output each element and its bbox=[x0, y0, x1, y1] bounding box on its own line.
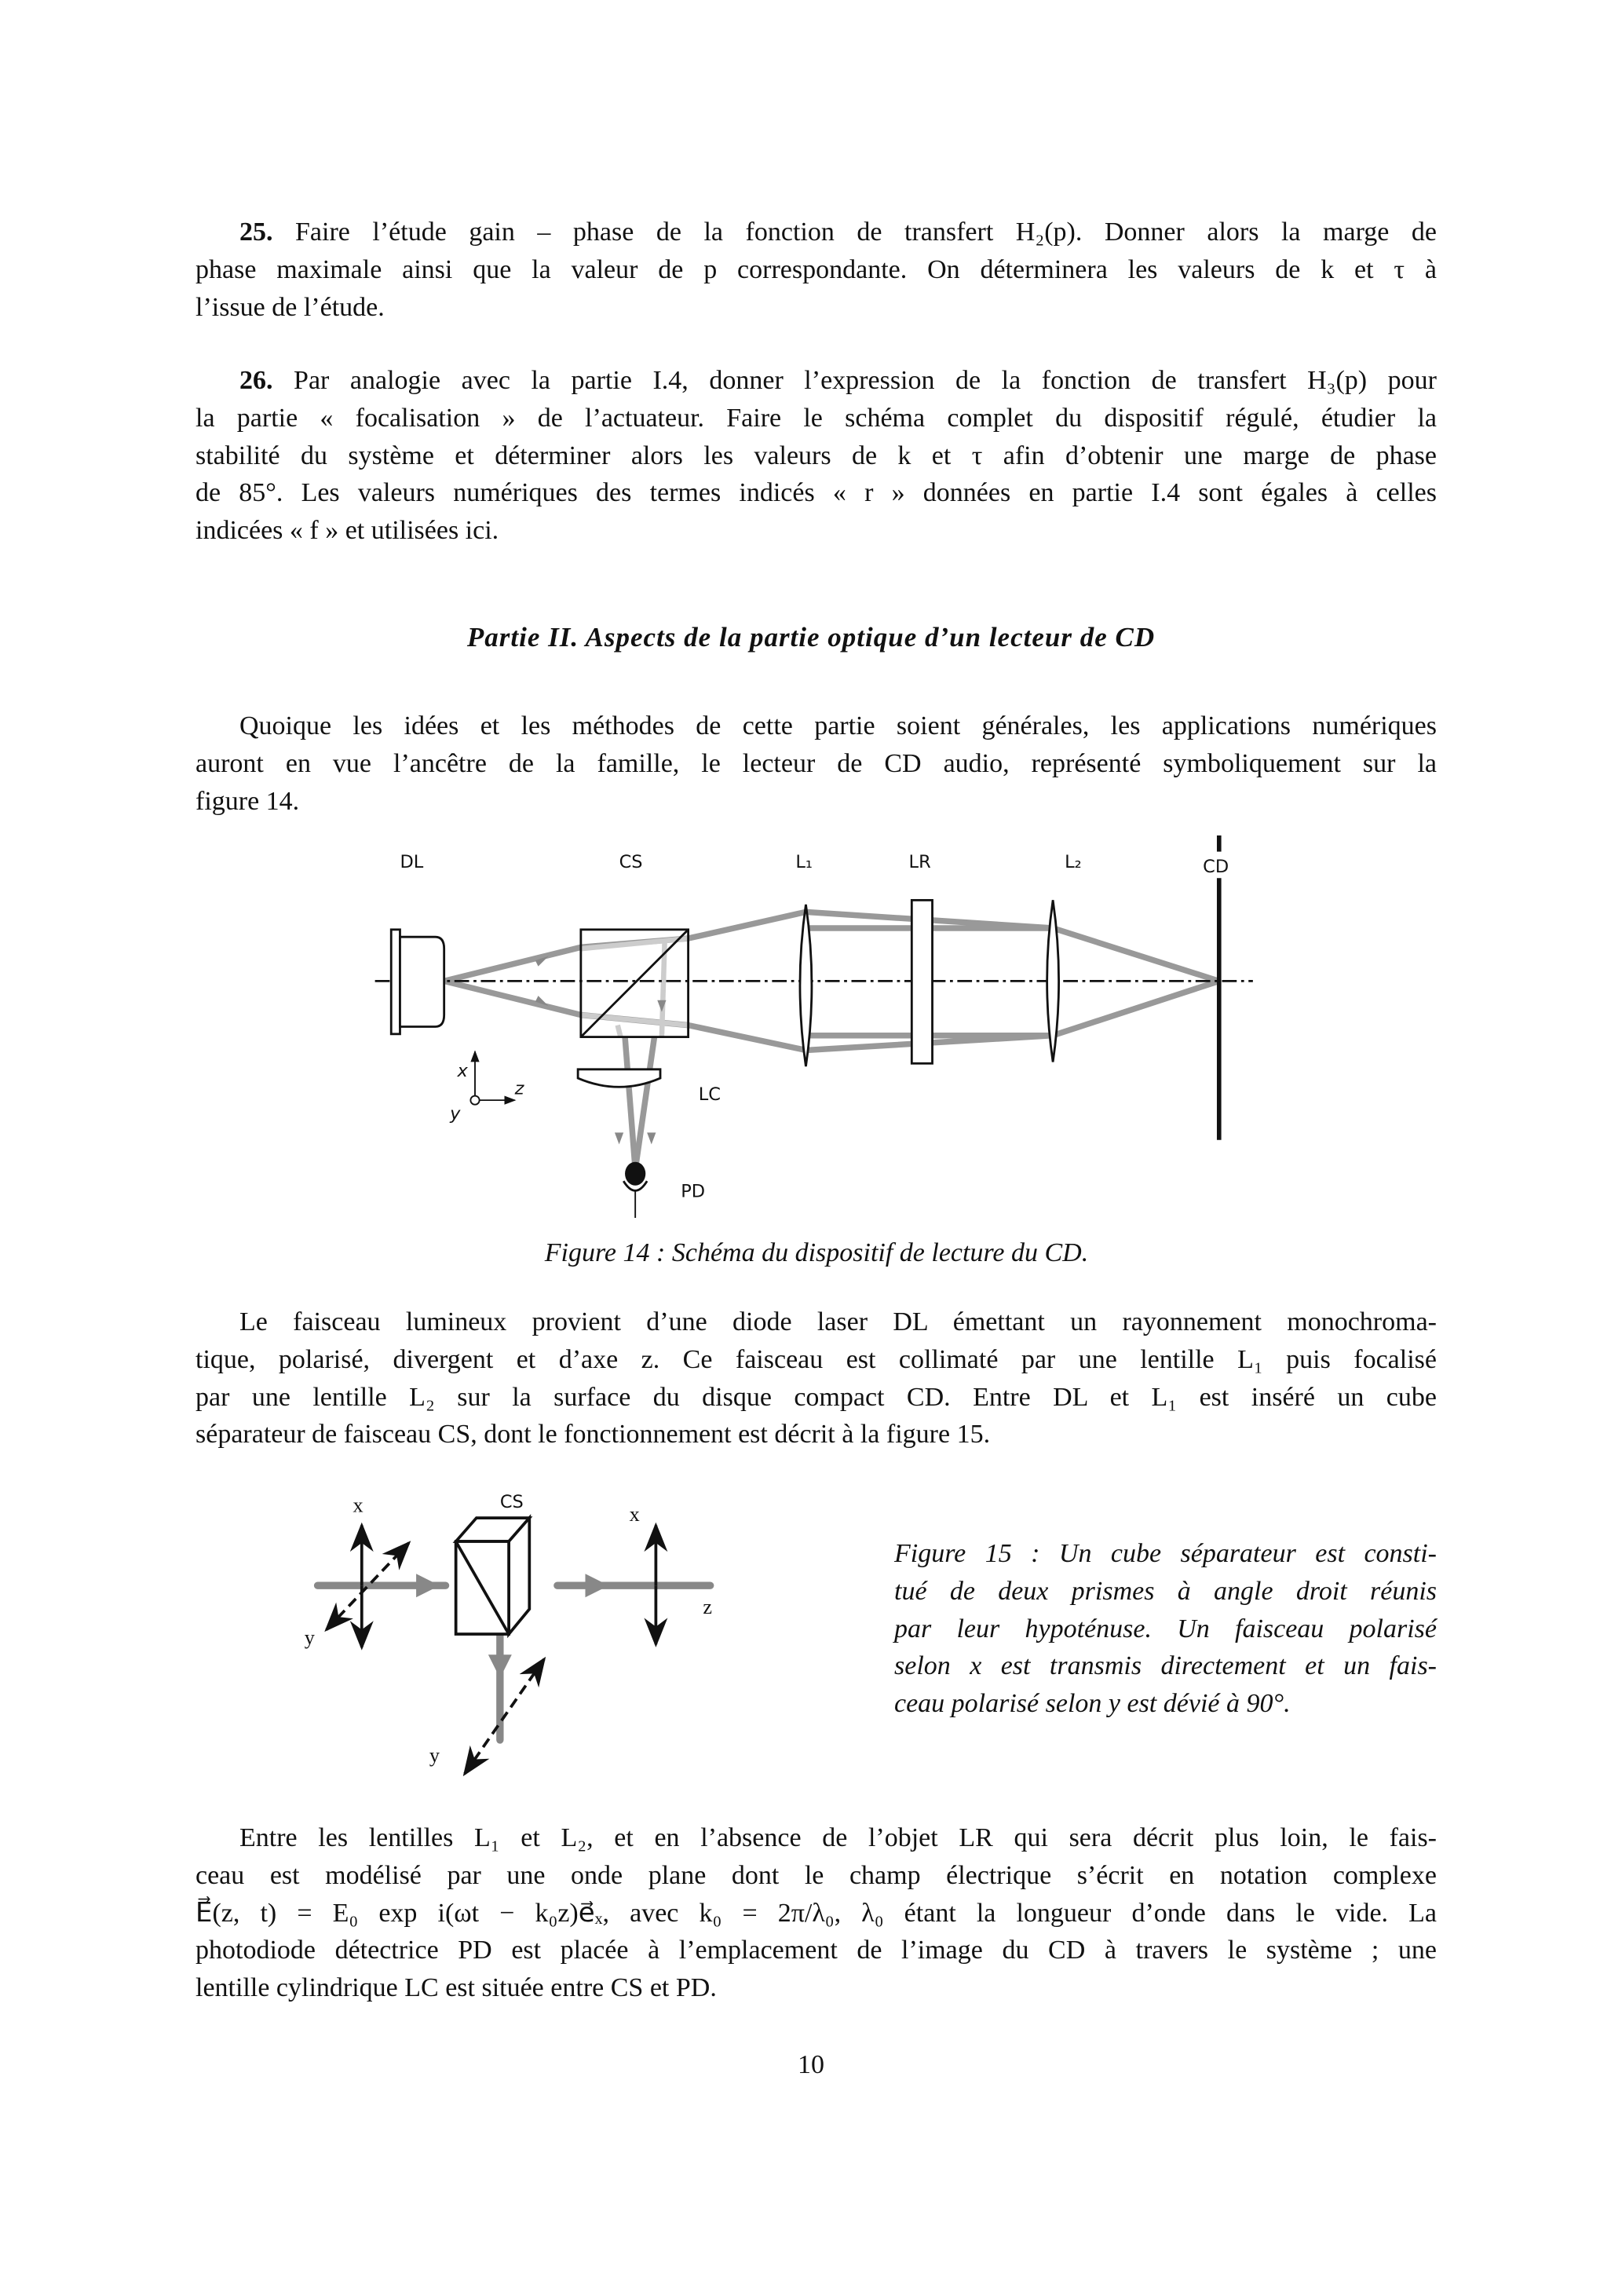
part-title: Partie II. Aspects de la partie optique d’un lecteur de CD bbox=[466, 622, 1156, 653]
faisceau-line: Le faisceau lumineux provient d’une diode laser DL émettant un rayonnement monochroma- bbox=[239, 1307, 1437, 1336]
laser-diode bbox=[391, 930, 444, 1034]
q25-number: 25. bbox=[239, 218, 273, 247]
q26-line: indicées « f » et utilisées ici. bbox=[195, 516, 499, 546]
fig15-caption-line: ceau polarisé selon y est dévié à 90°. bbox=[894, 1689, 1291, 1719]
faisceau-line: par une lentille L₂ sur la surface du disque compact CD. Entre DL et L₁ est inséré un cube bbox=[195, 1382, 1437, 1412]
label-x-right: x bbox=[629, 1502, 640, 1526]
fig15-caption-line: tué de deux prismes à angle droit réunis bbox=[894, 1576, 1437, 1606]
entre-line: Entre les lentilles L₁ et L₂, et en l’absence de l’objet LR qui sera décrit plus loin, le fais- bbox=[239, 1823, 1437, 1852]
label-cd: CD bbox=[1203, 856, 1229, 877]
faisceau-line: tique, polarisé, divergent et d’axe z. Ce faisceau est collimaté par une lentille L₁ puis focalisé bbox=[195, 1344, 1437, 1374]
photodiode bbox=[625, 1162, 645, 1186]
axis-y-circle bbox=[470, 1096, 479, 1105]
light-beams bbox=[444, 912, 1219, 1169]
q25-line: l’issue de l’étude. bbox=[195, 292, 385, 322]
q26-line-text: Par analogie avec la partie I.4, donner l’expression de la fonction de transfert H₃(p) pour bbox=[272, 366, 1437, 395]
entre-line: lentille cylindrique LC est située entre CS et PD. bbox=[195, 1973, 717, 2003]
faisceau-line: séparateur de faisceau CS, dont le fonctionnement est décrit à la figure 15. bbox=[195, 1420, 991, 1450]
label-y-left: y bbox=[304, 1626, 315, 1650]
axis-z: z bbox=[514, 1078, 524, 1099]
label-cs-15: CS bbox=[499, 1491, 524, 1512]
intro-line: auront en vue l’ancêtre de la famille, le lecteur de CD audio, représenté symboliquement sur la bbox=[195, 748, 1437, 778]
figure-15 bbox=[305, 1492, 712, 1774]
label-l1: L₁ bbox=[795, 852, 813, 873]
label-x-left: x bbox=[353, 1493, 363, 1517]
entre-line: ceau est modélisé par une onde plane dont le champ électrique s’écrit en notation complexe bbox=[195, 1860, 1437, 1890]
q26-line: la partie « focalisation » de l’actuateur. Faire le schéma complet du dispositif régulé, étudier la bbox=[195, 403, 1437, 433]
page-number: 10 bbox=[798, 2050, 824, 2079]
entre-line: E⃗(z, t) = E₀ exp i(ωt − k₀z)e⃗ₓ, avec k₀ = 2π/λ₀, λ₀ étant la longueur d’onde dans le vide. La bbox=[195, 1898, 1437, 1928]
label-z: z bbox=[703, 1595, 712, 1618]
q26-line: de 85°. Les valeurs numériques des termes indicés « r » données en partie I.4 sont égales à celles bbox=[195, 478, 1437, 508]
fig15-caption-line: par leur hypoténuse. Un faisceau polarisé bbox=[894, 1614, 1437, 1643]
label-dl: DL bbox=[400, 852, 424, 873]
intro-line: figure 14. bbox=[195, 786, 300, 816]
cube-15 bbox=[456, 1518, 530, 1634]
q25-line-text: Faire l’étude gain – phase de la fonction de transfert H₂(p). Donner alors la marge de bbox=[272, 218, 1437, 247]
polarization-y-arrow bbox=[465, 1659, 544, 1774]
axis-y: y bbox=[450, 1103, 461, 1124]
lens-lr bbox=[911, 900, 932, 1063]
fig15-caption-line: selon x est transmis directement et un fais- bbox=[894, 1651, 1437, 1681]
intro-line: Quoique les idées et les méthodes de cette partie soient générales, les applications numériques bbox=[239, 711, 1437, 740]
q26-line: stabilité du système et déterminer alors les valeurs de k et τ afin d’obtenir une marge de phase bbox=[195, 441, 1437, 470]
figure-14 bbox=[375, 835, 1253, 1218]
label-lr: LR bbox=[908, 852, 931, 873]
q25-line: phase maximale ainsi que la valeur de p correspondante. On déterminera les valeurs de k et τ à bbox=[195, 254, 1437, 284]
label-cs: CS bbox=[619, 852, 643, 873]
label-pd: PD bbox=[681, 1181, 706, 1202]
figure-14-caption: Figure 14 : Schéma du dispositif de lecture du CD. bbox=[544, 1238, 1089, 1267]
entre-line: photodiode détectrice PD est placée à l’emplacement de l’image du CD à travers le système ; une bbox=[195, 1936, 1437, 1965]
label-l2: L₂ bbox=[1065, 852, 1082, 873]
label-lc: LC bbox=[698, 1084, 721, 1106]
label-y-bottom: y bbox=[429, 1744, 440, 1768]
q26-number: 26. bbox=[239, 366, 273, 395]
fig15-caption-line: Figure 15 : Un cube séparateur est consti- bbox=[894, 1539, 1437, 1568]
axis-x: x bbox=[457, 1061, 468, 1082]
